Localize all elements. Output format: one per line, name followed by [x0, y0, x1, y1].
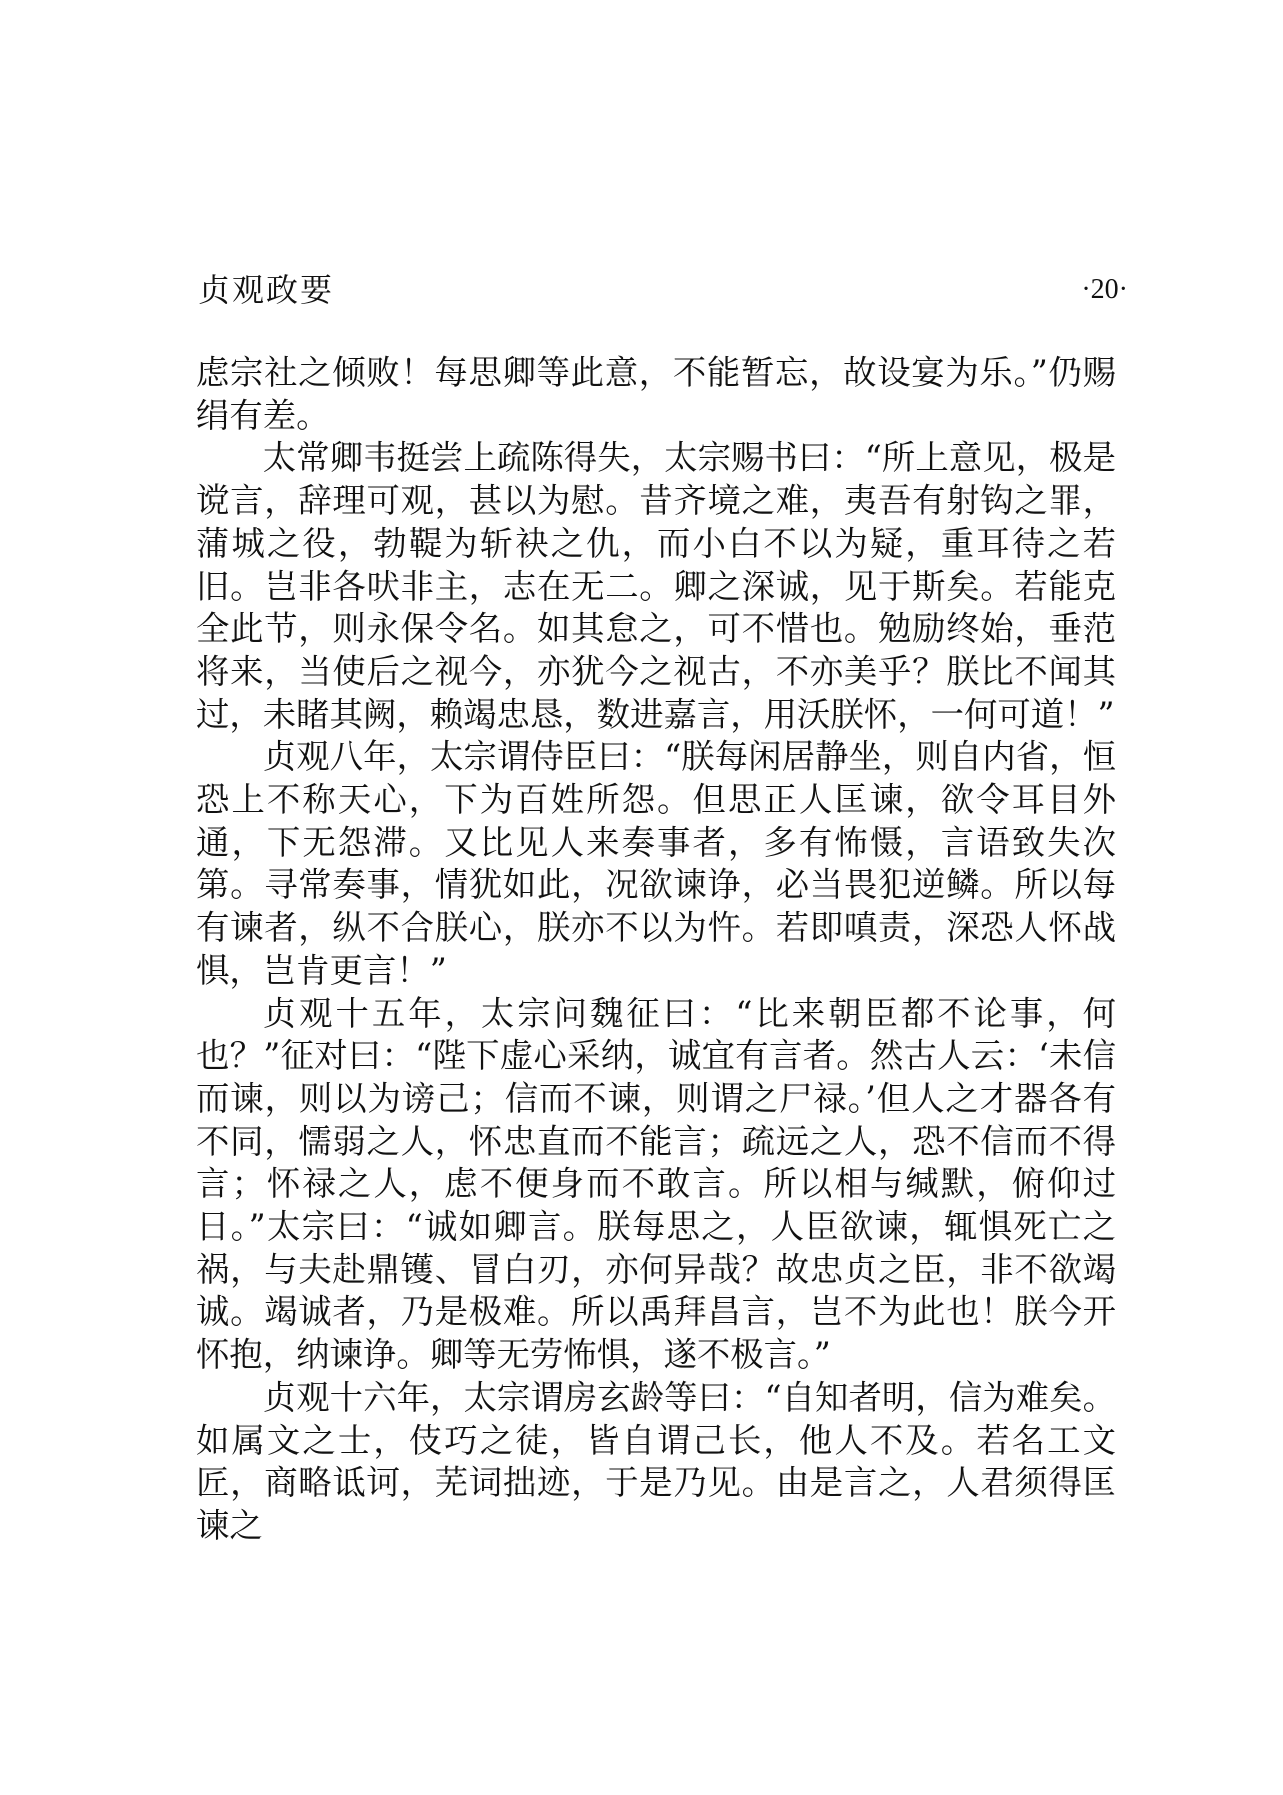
page-header — [198, 268, 1128, 312]
paragraph-continuation: 虑宗社之倾败！每思卿等此意，不能暂忘，故设宴为乐。”仍赐绢有差。 — [196, 353, 1116, 435]
paragraph-zhenguan-15: 贞观十五年，太宗问魏征曰：“比来朝臣都不论事，何也？”征对曰：“陛下虚心采纳，诚宜有言者。然古人云：‘未信而谏，则以为谤己；信而不谏，则谓之尸禄。’但人之才器各有不同，懦弱之人，怀忠直而不能言；疏远之人，恐不信而不得言；怀禄之人，虑不便身而不敢言。所以相与缄默，俯仰过日。”太宗曰：“诚如卿言。朕每思之，人臣欲谏，辄惧死亡之祸，与夫赴鼎镬、冒白刃，亦何异哉？故忠贞之臣，非不欲竭诚。竭诚者，乃是极难。所以禹拜昌言，岂不为此也！朕今开怀抱，纳谏诤。卿等无劳怖惧，遂不极言。” — [196, 993, 1116, 1375]
paragraph-zhenguan-8: 贞观八年，太宗谓侍臣曰：“朕每闲居静坐，则自内省，恒恐上不称天心，下为百姓所怨。但思正人匡谏，欲令耳目外通，下无怨滞。又比见人来奏事者，多有怖慑，言语致失次第。寻常奏事，情犹如此，况欲谏诤，必当畏犯逆鳞。所以每有谏者，纵不合朕心，朕亦不以为忤。若即嗔责，深恐人怀战惧，岂肯更言！” — [196, 737, 1116, 990]
paragraph-wei-ting: 太常卿韦挺尝上疏陈得失，太宗赐书曰：“所上意见，极是谠言，辞理可观，甚以为慰。昔齐境之难，夷吾有射钩之罪，蒲城之役，勃鞮为斩袂之仇，而小白不以为疑，重耳待之若旧。岂非各吠非主，志在无二。卿之深诚，见于斯矣。若能克全此节，则永保令名。如其怠之，可不惜也。勉励终始，垂范将来，当使后之视今，亦犹今之视古，不亦美乎？朕比不闻其过，未睹其阙，赖竭忠恳，数进嘉言，用沃朕怀，一何可道！” — [196, 438, 1116, 734]
paragraph-zhenguan-16: 贞观十六年，太宗谓房玄龄等曰：“自知者明，信为难矣。如属文之士，伎巧之徒，皆自谓己长，他人不及。若名工文匠，商略诋诃，芜词拙迹，于是乃见。由是言之，人君须得匡谏之 — [196, 1377, 1116, 1545]
page-number: ·20· — [1081, 274, 1128, 305]
body-text — [196, 352, 1116, 1548]
book-title: 贞观政要 — [198, 271, 335, 309]
